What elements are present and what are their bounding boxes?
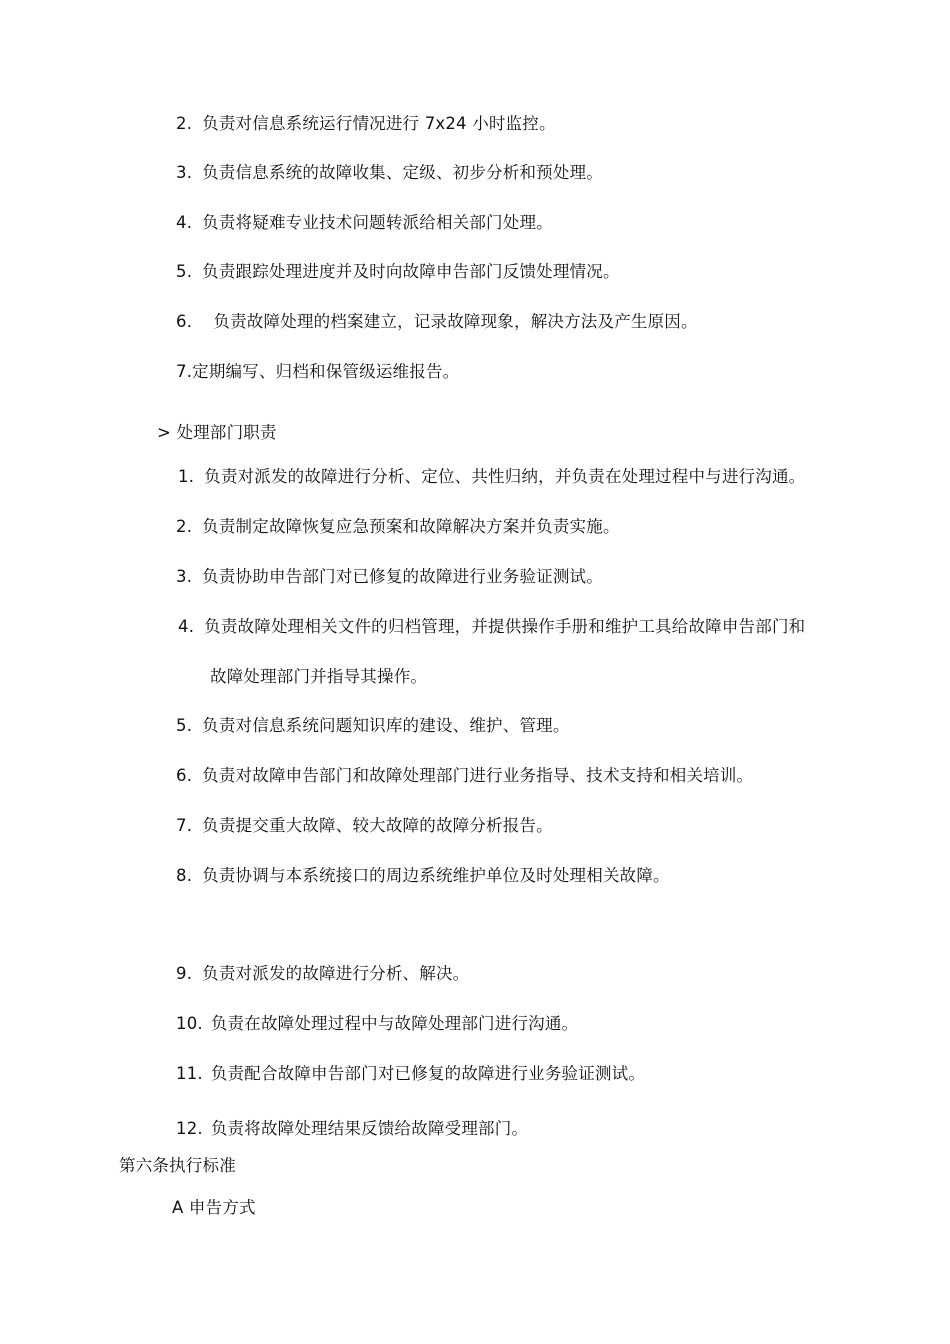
list-item-continuation: 故障处理部门并指导其操作。 bbox=[210, 667, 428, 686]
list-item: 9. 负责对派发的故障进行分析、解决。 bbox=[176, 964, 470, 983]
article-heading: 第六条执行标准 bbox=[119, 1156, 236, 1175]
sub-heading: A 申告方式 bbox=[172, 1198, 256, 1217]
list-item: 3. 负责协助申告部门对已修复的故障进行业务验证测试。 bbox=[176, 567, 603, 586]
section-heading: > 处理部门职责 bbox=[157, 423, 277, 442]
list-item: 10. 负责在故障处理过程中与故障处理部门进行沟通。 bbox=[176, 1014, 579, 1033]
list-item: 3. 负责信息系统的故障收集、定级、初步分析和预处理。 bbox=[176, 163, 603, 182]
list-item: 11. 负责配合故障申告部门对已修复的故障进行业务验证测试。 bbox=[176, 1064, 646, 1083]
list-item: 2. 负责对信息系统运行情况进行 7x24 小时监控。 bbox=[176, 114, 556, 133]
list-item: 6． 负责故障处理的档案建立，记录故障现象，解决方法及产生原因。 bbox=[176, 312, 698, 331]
list-item: 6. 负责对故障申告部门和故障处理部门进行业务指导、技术支持和相关培训。 bbox=[176, 766, 754, 785]
list-item: 12. 负责将故障处理结果反馈给故障受理部门。 bbox=[176, 1119, 529, 1138]
list-item: 4. 负责将疑难专业技术问题转派给相关部门处理。 bbox=[176, 213, 553, 232]
list-item: 8. 负责协调与本系统接口的周边系统维护单位及时处理相关故障。 bbox=[176, 866, 670, 885]
list-item: 5. 负责对信息系统问题知识库的建设、维护、管理。 bbox=[176, 716, 570, 735]
list-item: 4. 负责故障处理相关文件的归档管理，并提供操作手册和维护工具给故障申告部门和 bbox=[178, 617, 806, 636]
list-item: 2. 负责制定故障恢复应急预案和故障解决方案并负责实施。 bbox=[176, 517, 620, 536]
list-item: 1. 负责对派发的故障进行分析、定位、共性归纳，并负责在处理过程中与进行沟通。 bbox=[178, 467, 806, 486]
list-item: 7. 负责提交重大故障、较大故障的故障分析报告。 bbox=[176, 816, 553, 835]
list-item: 7.定期编写、归档和保管级运维报告。 bbox=[176, 362, 460, 381]
list-item: 5. 负责跟踪处理进度并及时向故障申告部门反馈处理情况。 bbox=[176, 262, 620, 281]
